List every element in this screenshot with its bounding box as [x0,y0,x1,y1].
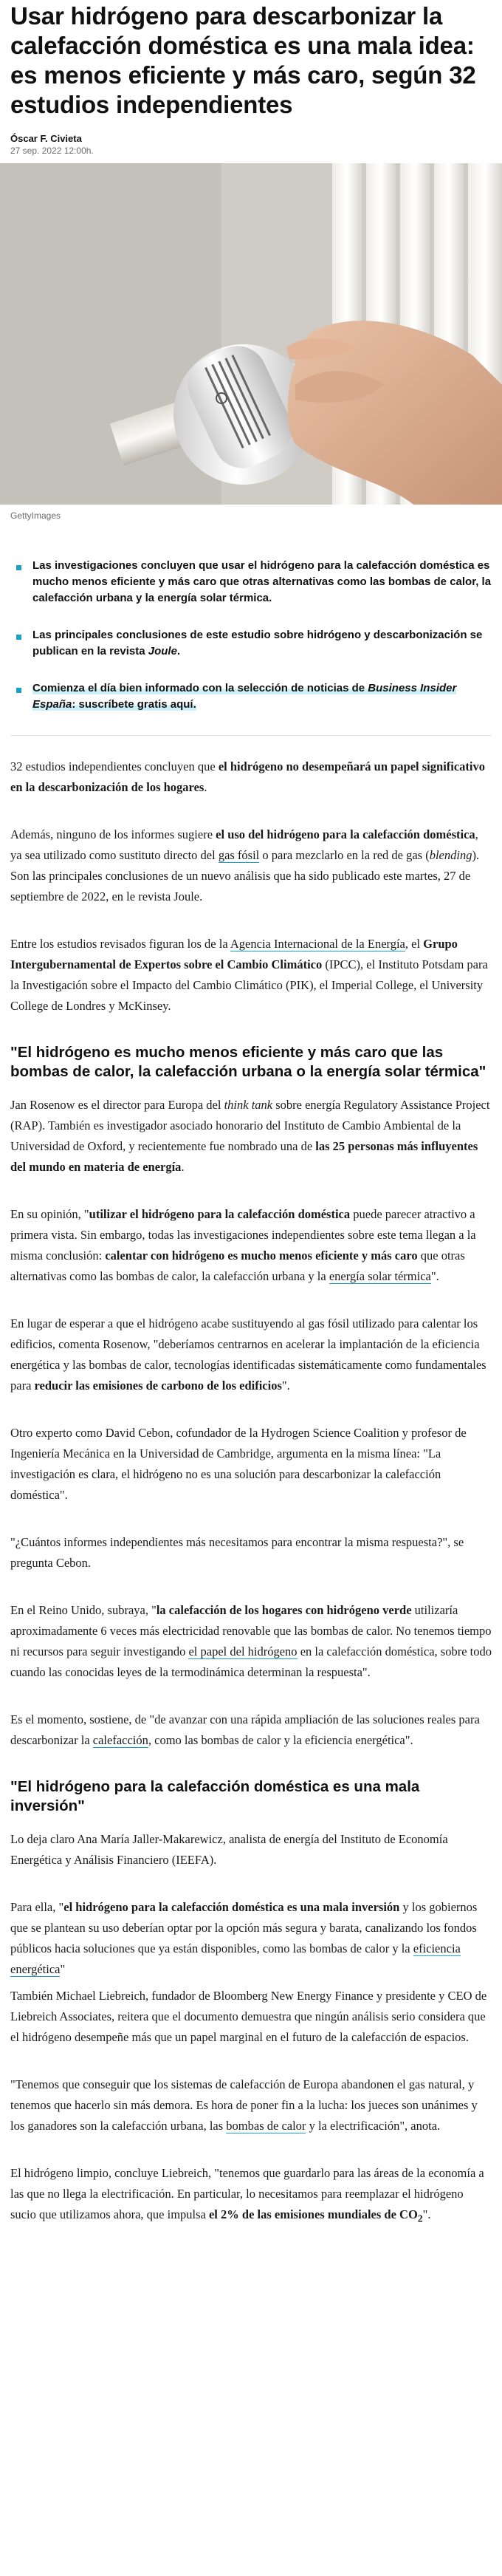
paragraph: Para ella, "el hidrógeno para la calefacción doméstica es una mala inversión y los gobiernos que se plantean su uso deberían optar por la opción más segura y barata, canalizando los fondos públicos hacia soluciones que ya están disponibles, como las bombas de calor y la eficiencia energética" [10,1900,478,1976]
article-date: 27 sep. 2022 12:00h. [10,146,94,156]
punctuation: . [176,645,181,657]
key-point-text: Las principales conclusiones de este estudio sobre hidrógeno y descarbonización se publican en la revista [32,629,483,657]
paragraph: 32 estudios independientes concluyen que el hidrógeno no desempeñará un papel significativo en la descarbonización de los hogares. [10,759,486,794]
bullet-square-icon [16,688,21,693]
radiator-thermostat-hand-image [0,163,502,505]
link-bombas-calor[interactable]: bombas de calor [226,2119,306,2133]
paragraph: Otro experto como David Cebon, cofundador de la Hydrogen Science Coalition y profesor de Ingeniería Mecánica en la Universidad de Cambridge, argumenta en la misma línea: "La investigación es clara, el hidrógeno no es una solución para descarbonizar la calefacción doméstica". [10,1426,467,1502]
subscribe-link[interactable]: : suscríbete gratis aquí. [72,698,196,711]
bullet-square-icon [16,565,21,570]
paragraph: Además, ninguno de los informes sugiere el uso del hidrógeno para la calefacción doméstica, ya sea utilizado como sustituto directo del gas fósil o para mezclarlo en la red de gas (blending). Son las principales conclusiones de un nuevo análisis que ha sido publicado este martes, 27 de septiembre de 2022, en le revista Joule. [10,827,480,903]
paragraph: "¿Cuántos informes independientes más necesitamos para encontrar la misma respuesta?", se pregunta Cebon. [10,1535,464,1570]
link-gas-fosil[interactable]: gas fósil [218,848,260,862]
paragraph: También Michael Liebreich, fundador de Bloomberg New Energy Finance y presidente y CEO de Liebreich Associates, reitera que el documento demuestra que ningún análisis serio considera que el hidrógeno desempeñe más que un papel marginal en el futuro de la calefacción de espacios. [10,1989,487,2044]
promo-text[interactable] [32,682,456,711]
journal-name: Joule [148,645,177,657]
paragraph: Es el momento, sostiene, de "de avanzar con una rápida ampliación de las soluciones reales para descarbonizar la calefacción, como las bombas de calor y la eficiencia energética". [10,1712,480,1747]
link-energia-solar[interactable]: energía solar térmica [329,1269,431,1283]
paragraph: "Tenemos que conseguir que los sistemas de calefacción de Europa abandonen el gas natural, y tenemos que hacerlo sin más demora. Es hora de poner fin a la lucha: los jueces son unánimes y los ganadores son la calefacción urbana, las bombas de calor y la electrificación", anota. [10,2077,478,2133]
link-aie[interactable]: Agencia Internacional de la Energía [230,937,405,951]
paragraph: Jan Rosenow es el director para Europa del think tank sobre energía Regulatory Assistance Project (RAP). También es investigador asociado honorario del Instituto de Cambio Ambiental de la Universidad de Oxford, y recientemente fue nombrado una de las 25 personas más influyentes del mundo en materia de energía. [10,1098,490,1174]
key-point [10,558,492,607]
key-point [10,627,492,660]
article-body [0,756,502,2229]
paragraph: En el Reino Unido, subraya, "la calefacción de los hogares con hidrógeno verde utilizaría aproximadamente 6 veces más electricidad renovable que las bombas de calor. No tenemos tiempo ni recursos para seguir investigando el papel del hidrógeno en la calefacción doméstica, sobre todo cuando las conocidas leyes de la termodinámica determinan la respuesta". [10,1603,492,1679]
paragraph: En lugar de esperar a que el hidrógeno acabe sustituyendo al gas fósil utilizado para calentar los edificios, comenta Rosenow, "deberíamos centrarnos en acelerar la implantación de la eficiencia energética y las bombas de calor, tecnologías identificadas sistemáticamente como fundamentales para reducir las emisiones de carbono de los edificios". [10,1316,486,1393]
link-calefaccion[interactable]: calefacción [92,1733,148,1747]
paragraph: En su opinión, "utilizar el hidrógeno para la calefacción doméstica puede parecer atractivo a primera vista. Sin embargo, todas las investigaciones independientes sobre este tema llegan a la misma conclusión: calentar con hidrógeno es mucho menos eficiente y más caro que otras alternativas como las bombas de calor, la calefacción urbana y la energía solar térmica". [10,1207,476,1283]
publication-name[interactable]: Business Insider España [32,682,457,711]
bullet-square-icon [16,635,21,640]
key-points-list [10,558,492,713]
image-caption: GettyImages [10,510,61,521]
paragraph: El hidrógeno limpio, concluye Liebreich, "tenemos que guardarlo para las áreas de la economía a las que no llega la electrificación. En particular, lo necesitamos para reemplazar el hidrógeno sucio que utilizamos ahora, que impulsa el 2% de las emisiones mundiales de $CO_2$". [10,2166,484,2224]
article-photo [0,163,502,505]
article-headline: Usar hidrógeno para descarbonizar la calefacción doméstica es una mala idea: es menos eficiente y más caro, según 32 estudios independientes [10,2,476,118]
link-papel-hidrogeno[interactable]: el papel del hidrógeno [188,1644,298,1658]
paragraph: Entre los estudios revisados figuran los de la Agencia Internacional de la Energía, el Grupo Intergubernamental de Expertos sobre el Cambio Climático (IPCC), el Instituto Potsdam para la Investigación sobre el Impacto del Cambio Climático (PIK), el Imperial College, el University College de Londres y McKinsey. [10,937,488,1013]
section-heading: "El hidrógeno para la calefacción doméstica es una mala inversión" [10,1778,420,1814]
paragraph: Lo deja claro Ana María Jaller-Makarewicz, analista de energía del Instituto de Economía Energética y Análisis Financiero (IEEFA). [10,1832,448,1867]
link-eficiencia-energetica[interactable]: eficiencia energética [10,1941,461,1976]
key-point-text: Las investigaciones concluyen que usar el hidrógeno para la calefacción doméstica es mucho menos eficiente y más caro que otras alternativas como las bombas de calor, la calefacción urbana y la energía solar térmica. [32,559,492,604]
section-heading: "El hidrógeno es mucho menos eficiente y más caro que las bombas de calor, la calefacción urbana o la energía solar térmica" [10,1044,486,1080]
article-author[interactable]: Óscar F. Civieta [10,133,82,144]
divider [10,735,492,736]
subscribe-promo[interactable] [10,680,492,713]
promo-text-start[interactable]: Comienza el día bien informado con la selección de noticias de [32,682,368,694]
